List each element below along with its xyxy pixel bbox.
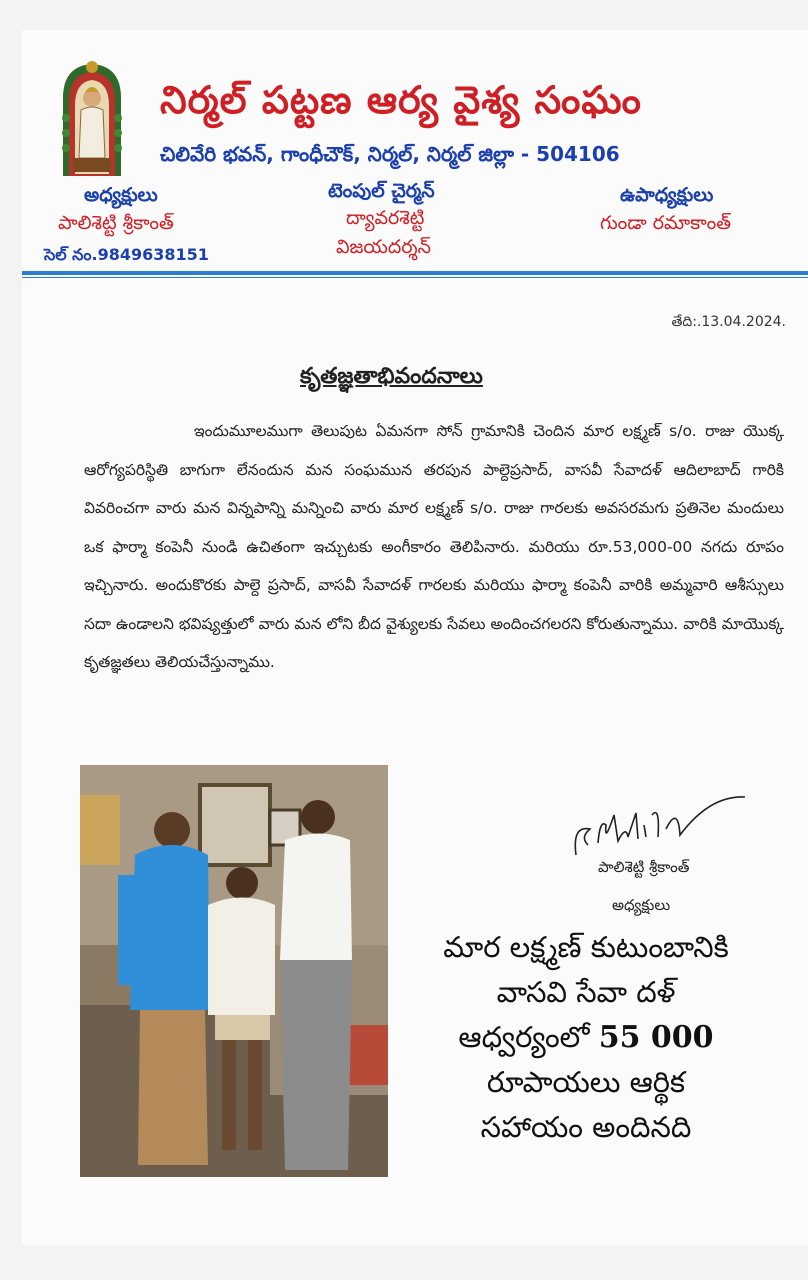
president-title: అధ్యక్షులు	[84, 184, 158, 206]
vice-president-title: ఉపాధ్యక్షులు	[620, 184, 714, 206]
caption-line-3	[396, 1015, 776, 1060]
caption-line-3-text: ఆధ్వర్యంలో	[458, 1020, 590, 1054]
letter-date: తేది:.13.04.2024.	[671, 314, 786, 330]
header-divider	[22, 271, 808, 275]
signature-icon	[570, 785, 750, 865]
caption-line-1: మార లక్ష్మణ్ కుటుంబానికి	[443, 930, 729, 964]
header-divider-thin	[22, 277, 808, 278]
temple-chairman-name-1: ద్యావరశెట్టి	[346, 207, 425, 229]
signatory-name: పాలిశెట్టి శ్రీకాంత్	[598, 858, 690, 876]
beneficiary-photo	[80, 765, 388, 1177]
donation-caption	[396, 925, 776, 1150]
org-name: నిర్మల్ పట్టణ ఆర్య వైశ్య సంఘం	[160, 78, 642, 122]
org-address: చిలివేరి భవన్, గాంధీచౌక్, నిర్మల్, నిర్మల్ జిల్లా - 504106	[160, 142, 620, 166]
letter-body: ఇందుమూలముగా తెలుపుట ఏమనగా సోన్ గ్రామానికి చెందిన మార లక్ష్మణ్ s/o. రాజు యొక్క ఆరోగ్యపరిస్థితి బాగుగా లేనందున మన సంఘమున తరపున పాల్దెప్రసాద్, వాసవీ సేవాదళ్ ఆదిలాబాద్ గారికి వివరించగా వారు మన విన్నపాన్ని మన్నించి వారు మార లక్ష్మణ్ s/o. రాజు గారలకు అవసరమగు ప్రతినెల మందులు ఒక ఫార్మా కంపెనీ నుండి ఉచితంగా ఇచ్చుటకు అంగీకారం తెలిపినారు. మరియు రూ.53,000-00 నగదు రూపం ఇచ్చినారు. అందుకొరకు పాల్దె ప్రసాద్, వాసవీ సేవాదళ్ గారలకు మరియు ఫార్మా కంపెనీ వారికి అమ్మవారి ఆశీస్సులు సదా ఉండాలని భవిష్యత్తులో వారు మన లోని బీద వైశ్యులకు సేవలు అందించగలరని కోరుతున్నాము. వారికి మాయొక్క కృతజ్ఞతలు తెలియచేస్తున్నాము.	[84, 422, 784, 671]
signatory-designation: అధ్యక్షులు	[612, 896, 671, 914]
letter-heading: కృతజ్ఞతాభివందనాలు	[300, 364, 483, 389]
caption-line-2: వాసవి సేవా దళ్	[496, 975, 676, 1009]
goddess-emblem-icon	[55, 58, 130, 176]
president-phone: సెల్ నం.9849638151	[44, 245, 209, 264]
caption-line-5: సహాయం అందినది	[480, 1110, 692, 1144]
caption-line-4: రూపాయలు ఆర్థిక	[486, 1065, 686, 1099]
temple-chairman-title: టెంపుల్ చైర్మన్	[328, 180, 435, 202]
temple-chairman-name-2: విజయదర్శన్	[336, 236, 431, 258]
president-name: పాలిశెట్టి శ్రీకాంత్	[58, 212, 174, 234]
vice-president-name: గుండా రమాకాంత్	[600, 212, 731, 234]
donation-amount: 55 000	[598, 1020, 714, 1055]
